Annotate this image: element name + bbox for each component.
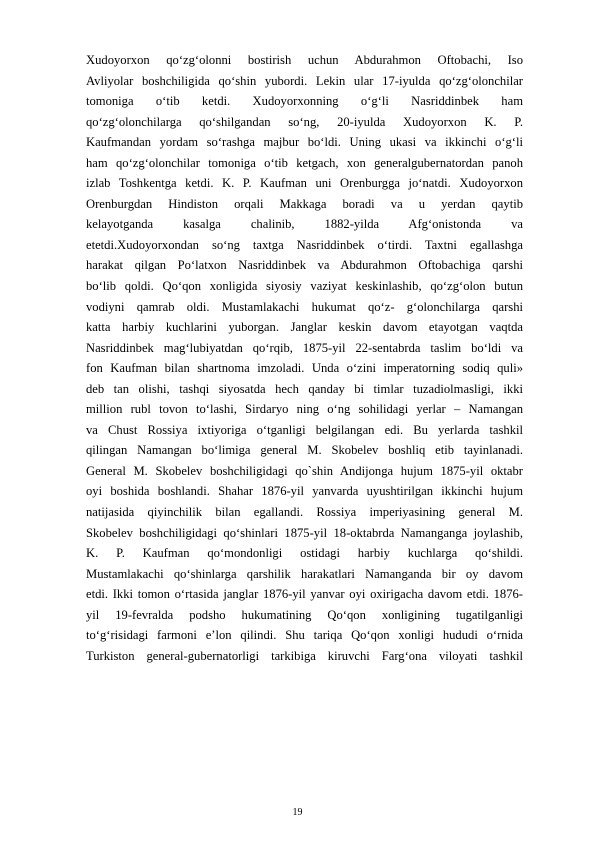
text-line: etetdi.Xudoyorxondan so‘ng taxtga Nasriddinbek o‘tirdi. Taxtni egallashga	[86, 237, 523, 252]
text-line: yil 19-fevralda podsho hukumatining Qo‘qon xonligining tugatilganligi	[86, 607, 523, 622]
text-line: Skobelev boshchiligidagi qo‘shinlari 1875-yil 18-oktabrda Namanganga joylashib,	[86, 525, 523, 540]
text-line: oyi boshida boshlandi. Shahar 1876-yil yanvarda uyushtirilgan ikkinchi hujum	[86, 484, 523, 499]
text-line: Xudoyorxon qo‘zg‘olonni bostirish uchun Abdurahmon Oftobachi, Iso	[86, 53, 523, 67]
text-line: natijasida qiyinchilik bilan egallandi. Rossiya imperiyasining general M.	[86, 505, 523, 520]
text-line: K. P. Kaufman qo‘mondonligi ostidagi harbiy kuchlarga qo‘shildi.	[86, 546, 523, 561]
text-line: qo‘zg‘olonchilarga qo‘shilgandan so‘ng, 20-iyulda Xudoyorxon K. P.	[86, 114, 523, 129]
text-line: etdi. Ikki tomon o‘rtasida janglar 1876-yil yanvar oyi oxirigacha davom etdi. 1876-	[86, 587, 523, 602]
text-line: deb tan olishi, tashqi siyosatda hech qanday bi timlar tuzadiolmasligi, ikki	[86, 381, 523, 396]
text-line: Mustamlakachi qo‘shinlarga qarshilik harakatlari Namanganda bir oy davom	[86, 566, 523, 581]
text-line: kelayotganda kasalga chalinib, 1882-yilda Afg‘onistonda va	[86, 217, 523, 232]
text-line: vodiyni qamrab oldi. Mustamlakachi hukumat qo‘z- g‘olonchilarga qarshi	[86, 299, 523, 314]
body-text	[86, 50, 523, 666]
text-line: fon Kaufman bilan shartnoma imzoladi. Unda o‘zini imperatorning sodiq quli»	[86, 361, 523, 376]
page-number: 19	[292, 807, 303, 818]
text-line: Turkiston general-gubernatorligi tarkibiga kiruvchi Farg‘ona viloyati tashkil	[86, 648, 523, 663]
text-line: bo‘lib qoldi. Qo‘qon xonligida siyosiy vaziyat keskinlashib, qo‘zg‘olon butun	[86, 279, 523, 294]
text-line: Nasriddinbek mag‘lubiyatdan qo‘rqib, 1875-yil 22-sentabrda taslim bo‘ldi va	[86, 340, 523, 355]
text-line: katta harbiy kuchlarini yuborgan. Janglar keskin davom etayotgan vaqtda	[86, 320, 523, 335]
text-line: qilingan Namangan bo‘limiga general M. Skobelev boshliq etib tayinlanadi.	[86, 443, 523, 458]
text-line: harakat qilgan Po‘latxon Nasriddinbek va Abdurahmon Oftobachiga qarshi	[86, 258, 523, 273]
text-line: Orenburgdan Hindiston orqali Makkaga boradi va u yerdan qaytib	[86, 196, 523, 211]
text-line: Kaufmandan yordam so‘rashga majbur bo‘ldi. Uning ukasi va ikkinchi o‘g‘li	[86, 135, 523, 150]
text-line: Avliyolar boshchiligida qo‘shin yubordi. Lekin ular 17-iyulda qo‘zg‘olonchilar	[86, 73, 523, 88]
text-line: General M. Skobelev boshchiligidagi qo`shin Andijonga hujum 1875-yil oktabr	[86, 463, 523, 478]
text-line: ham qo‘zg‘olonchilar tomoniga o‘tib ketgach, xon generalgubernatordan panoh	[86, 155, 523, 170]
text-line: to‘g‘risidagi farmoni e’lon qilindi. Shu tariqa Qo‘qon xonligi hududi o‘rnida	[86, 628, 523, 643]
text-line: izlab Toshkentga ketdi. K. P. Kaufman uni Orenburgga jo‘natdi. Xudoyorxon	[86, 176, 523, 191]
text-line: va Chust Rossiya ixtiyoriga o‘tganligi belgilangan edi. Bu yerlarda tashkil	[86, 422, 523, 437]
text-line: million rubl tovon to‘lashi, Sirdaryo ning o‘ng sohilidagi yerlar – Namangan	[86, 402, 523, 417]
text-line: tomoniga o‘tib ketdi. Xudoyorxonning o‘g‘li Nasriddinbek ham	[86, 94, 523, 109]
